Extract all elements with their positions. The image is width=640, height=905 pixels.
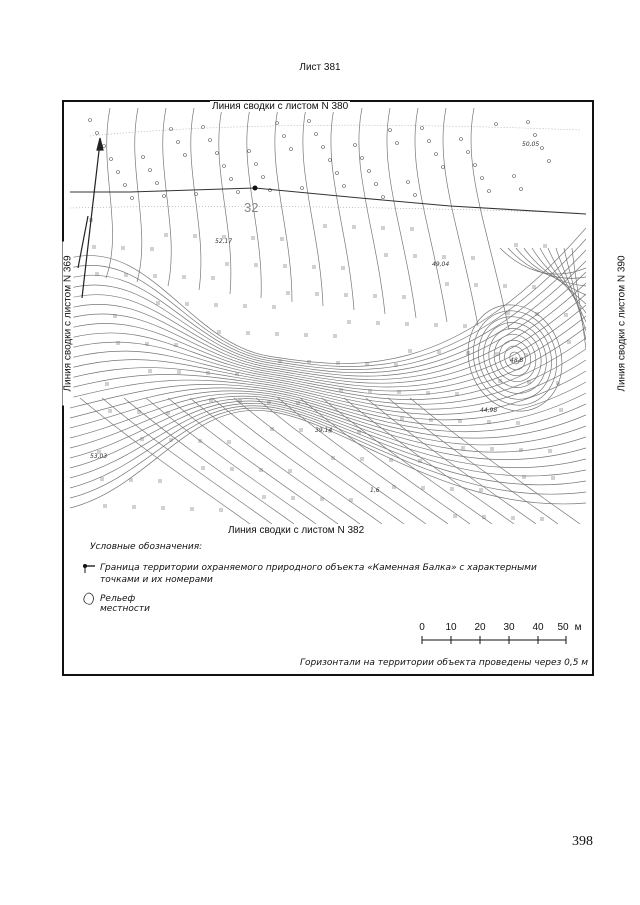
topographic-map (70, 108, 586, 524)
seam-label-top: Линия сводки с листом N 380 (212, 101, 349, 112)
sheet-title: Лист 381 (299, 62, 341, 73)
boundary-line (70, 188, 586, 214)
elevation-label: 48,8 (510, 357, 524, 364)
scale-label-30: 30 (503, 622, 515, 633)
elevation-label: 39,14 (315, 427, 333, 434)
boundary-symbol-icon (82, 562, 96, 574)
point-number: 32 (244, 200, 259, 215)
elevation-label: 49,04 (432, 261, 450, 268)
boundary-point (253, 186, 258, 191)
seam-label-bottom: Линия сводки с листом N 382 (228, 525, 365, 536)
legend-title: Условные обозначения: (90, 542, 203, 552)
scale-unit: м (574, 622, 582, 633)
page-number: 398 (572, 834, 593, 849)
seam-label-left: Линия сводки с листом N 369 (63, 242, 74, 406)
elevation-label: 53,03 (90, 453, 108, 460)
scale-bar (408, 622, 584, 652)
scale-label-40: 40 (532, 622, 544, 633)
scale-label-50: 50 (557, 622, 569, 633)
relief-symbol-icon (82, 592, 96, 606)
legend-boundary-text: Граница территории охраняемого природного объекта «Каменная Балка» с характерными точками и их номерами (100, 563, 537, 585)
elevation-label: 52,17 (215, 238, 233, 245)
scale-label-0: 0 (419, 622, 425, 633)
seam-label-right: Линия сводки с листом N 390 (617, 242, 628, 406)
legend-relief-text: Рельеф местности (100, 594, 150, 614)
contour-interval-note: Горизонтали на территории объекта проведены через 0,5 м (300, 658, 589, 668)
elevation-label: 50,05 (522, 141, 540, 148)
scale-label-10: 10 (445, 622, 457, 633)
elevation-label: 1,6 (370, 487, 380, 494)
scale-label-20: 20 (474, 622, 486, 633)
elevation-label: 44,98 (480, 407, 498, 414)
north-arrow-icon (78, 138, 103, 298)
